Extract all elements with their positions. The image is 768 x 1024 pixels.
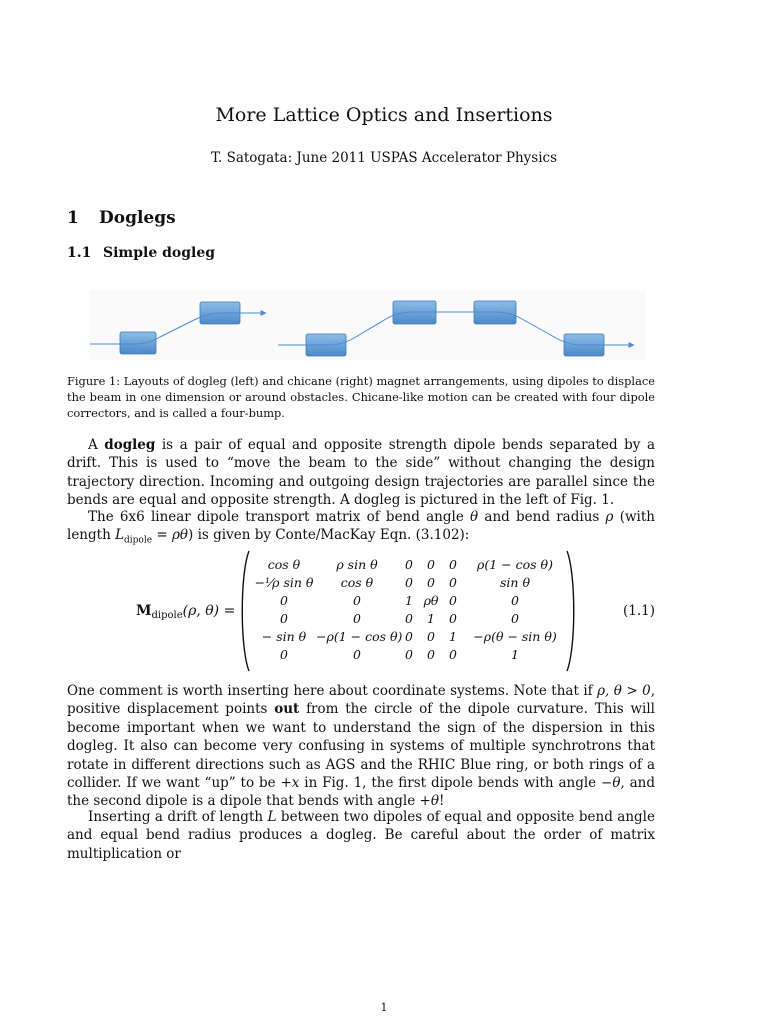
- matrix-entry: 1: [427, 611, 435, 626]
- matrix-entries: [252, 557, 566, 665]
- matrix-entry: 0: [405, 629, 413, 644]
- matrix-entry: −ρ(1 − cos θ): [316, 629, 403, 644]
- section-title: Doglegs: [99, 208, 176, 228]
- matrix-entry: 0: [449, 575, 457, 590]
- matrix-entry: 0: [449, 611, 457, 626]
- subsection-number: 1.1: [67, 245, 92, 261]
- matrix-entry: 0: [353, 611, 361, 626]
- section-heading: [67, 208, 176, 228]
- figure-caption: Figure 1: Layouts of dogleg (left) and chicane (right) magnet arrangements, using dipoles to displace the beam in one dimension or around obstacles. Chicane-like motion can be created with four dipole correctors, and is called a four-bump.: [67, 374, 655, 420]
- matrix-left-paren: [238, 550, 250, 672]
- term-out: out: [274, 701, 300, 718]
- matrix-entry: cos θ: [267, 557, 301, 572]
- subsection-title: Simple dogleg: [103, 245, 216, 261]
- page-number: 1: [380, 1001, 388, 1014]
- matrix-right-paren: [566, 550, 578, 672]
- dogleg-chicane-figure: [90, 290, 645, 360]
- matrix-entry: 1: [511, 647, 519, 662]
- figure-background: [90, 290, 645, 360]
- matrix-entry: 0: [280, 611, 288, 626]
- matrix-entry: ρθ: [423, 593, 439, 608]
- matrix-entry: 0: [353, 593, 361, 608]
- dogleg-dipole-1: [120, 332, 156, 354]
- matrix-entry: 0: [405, 575, 413, 590]
- matrix-entry: ρ(1 − cos θ): [477, 557, 553, 572]
- paragraph-coordinate-systems: One comment is worth inserting here about coordinate systems. Note that if ρ, θ > 0, positive displacement points out from the circle of the dipole curvature. This will become important when we want to understand the sign of the dispersion in this dogleg. It also can become very confusing in systems of multiple synchrotrons that rotate in different directions such as AGS and the RHIC Blue ring, or both rings of a collider. If we want “up” to be +x in Fig. 1, the first dipole bends with angle −θ, and the second dipole is a dipole that bends with angle +θ!: [67, 683, 656, 810]
- matrix-entry: 0: [449, 593, 457, 608]
- section-number: 1: [67, 208, 79, 228]
- matrix-entry: 0: [427, 575, 435, 590]
- term-dogleg: dogleg: [104, 437, 156, 453]
- paragraph-dogleg-definition: A dogleg is a pair of equal and opposite strength dipole bends separated by a drift. This is used to “move the beam to the side” without changing the design trajectory direction. Incoming and outgoing design trajectories are parallel since the bends are equal and opposite strength. A dogleg is pictured in the left of Fig. 1.: [67, 437, 655, 509]
- matrix-entry: − sin θ: [261, 629, 307, 644]
- matrix-entry: 0: [449, 647, 457, 662]
- document-author: T. Satogata: June 2011 USPAS Accelerator Physics: [210, 150, 558, 166]
- matrix-entry: 0: [405, 611, 413, 626]
- matrix-entry: 0: [353, 647, 361, 662]
- subsection-heading: [67, 245, 215, 261]
- matrix-entry: 1: [449, 629, 457, 644]
- document-title: More Lattice Optics and Insertions: [215, 104, 553, 126]
- matrix-entry: 1: [405, 593, 413, 608]
- matrix-entry: −ρ(θ − sin θ): [473, 629, 557, 644]
- matrix-entry: 0: [405, 557, 413, 572]
- matrix-entry: 0: [427, 557, 435, 572]
- matrix-entry: 0: [449, 557, 457, 572]
- equation-lhs: $M_{dipole}(\rho$, θ) =: [136, 603, 236, 621]
- paragraph-drift-insertion: Inserting a drift of length L between two dipoles of equal and opposite bend angle and equal bend radius produces a dogleg. Be careful about the order of matrix multiplication or: [67, 809, 655, 862]
- matrix-entry: 0: [405, 647, 413, 662]
- matrix-entry: 0: [280, 593, 288, 608]
- matrix-entry: cos θ: [340, 575, 374, 590]
- matrix-entry: sin θ: [500, 575, 530, 590]
- matrix: [238, 550, 578, 672]
- equation-number: (1.1): [622, 603, 655, 619]
- equation-dipole-matrix: [130, 550, 655, 672]
- paragraph-transport-matrix: The 6x6 linear dipole transport matrix of bend angle θ and bend radius ρ (with length $L_{dipole} = \rho\theta$) is given by Conte/MacKay Eqn. (3.102):: [67, 509, 655, 547]
- matrix-entry: 0: [280, 647, 288, 662]
- matrix-entry: 0: [427, 647, 435, 662]
- matrix-entry: 0: [427, 629, 435, 644]
- matrix-entry: 0: [511, 593, 519, 608]
- matrix-entry: −¹⁄ρ sin θ: [254, 575, 314, 590]
- matrix-entry: 0: [511, 611, 519, 626]
- matrix-entry: ρ sin θ: [336, 557, 378, 572]
